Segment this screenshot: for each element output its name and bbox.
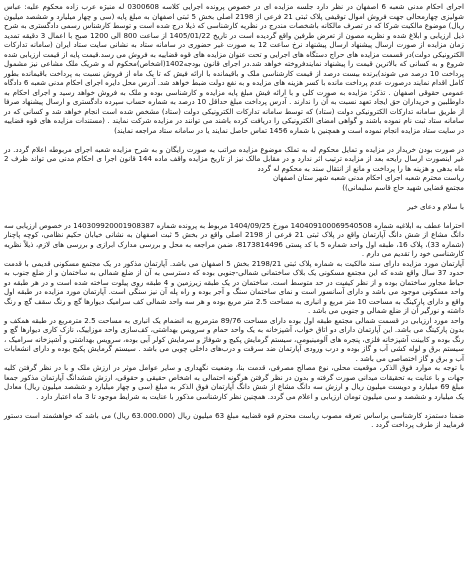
expert-fee-paragraph: ضمنا دستمزد کارشناسی براساس تعرفه مصوب ریاست محترم قوه قضاییه مبلغ 63 میلیون ریال (63.000.000 ریال) می باشد که خواهشمند است دستور فرمایید از طرف پرداخت گردد . [4, 410, 464, 429]
valuation-paragraph: با توجه به موارد فوق الذکر، موقعیت محلی، نوع مصالح مصرفی، قدمت بنا، وضعیت نگهداری و سایر عوامل موثر در ارزش ملک و با در نظر گرفتن کلیه جهات و با عنایت به تحقیقات میدانی صورت گرفته و بدون در نظر گرفتن هرگونه احتمالی به اشخاص حقیقی و حقوقی، ارزش ششدانگ آپارتمان مذکور جمعا مبلغ 69 میلیارد و دویست میلیون ریال و ارزش سه دانگ مشاع از شش دانگ آپارتمان فوق الذکر به مبلغ (سی و چهار میلیارد و ششصد میلیون ریال) معادل یک میلیارد و ششصد و سی میلیون تومان ارزیابی و اعلام می گردد. همچنین نظر کارشناسی مذکور با عنایت به شرایط موجود تا 3 ماه اعتبار دارد . [4, 363, 464, 401]
court-complex-line: مجتمع قضایی شهید حاج قاسم سلیمانی)) [342, 182, 464, 192]
spacer [4, 192, 464, 202]
auction-announcement-paragraph: اجرای احکام مدنی شعبه 6 اصفهان در نظر دارد جلسه مزایده ای در خصوص پرونده اجرایی کلاسه 0300608 له منیژه عرب زاده محکوم علیه: عباس شولیزی چهارمحالی جهت فروش اموال توقیفی پلاک ثبتی 21 فرعی از 2198 اصلی بخش 5 ثبتی اصفهان به مبلغ پایه (سی و چهار میلیارد و ششصد میلیون ریال) موضوع مالکیت شرکا که در تصرف مالکانه باشخصات مندرج در نظریه کارشناسی که ذیلا درج شده است و توسط کارشناس رسمی دادگستری به شرح ذیل ارزیابی و ابلاغ شده و نظریه مصون از تعرض طرفین واقع گردیده است در تاریخ 1405/01/22 از ساعت 800 الی 1200 صبح با اعمال 3 دقیقه تمدید زمان مزایده از صورت ارسال پیشنهاد ارسال پیشنهاد نرخ ساعت 12 به صورت غیر حضوری در سامانه ستاد به نشانی سایت ستاد ایران (سامانه تدارکات الکترونیکی دولت)در قسمت مزایده های حراج دستگاه های اجرایی و تحت عنوان مزایده های قوه قضاییه به فروش می رسد.قیمت پایه از قیمت ارزیابی شده شروع و به کسانی که بالاترین قیمت را پیشنهاد نمایندفروخته خواهد شد.در اجرای قانون بودجه1402(اشخاص)محکوم له و شریک ملک مشاعی نیز مشمول پرداخت 10 درصد می شوند)برنده بیست درصد از قیمت کارشناسی ملک و باقیمانده با ارائه فیش که تا یک ماه از فروش نسبت به پرداخت باقیمانده بطور کامل اقدام نمایند درصورت عدم پرداخت مانده با کسر هزینه های مزایده و به نفع دولت ضبط خواهد شد. آدرس محل دایره اجرای احکام مدنی شعبه 6 دادگاه عمومی حقوقی اصفهان . تذکر: مزایده به صورت کلی و با ارائه فیش مبلغ پایه مزایده و کارشناسی بوده و ملک به فروش خواهد رسید و اجرای احکام به داوطلبین و خریداران حق ایجاد تعهد نسبت به آن را ندارند . آدرس پرداخت مبلغ حداقل 10 درصد به شماره حساب سپرده دادگستری و ارسال پیشنهاد صرفا از طریق سامانه تدارکات الکترونیکی دولت (ستاد) که توسط سامانه تدارکات الکترونیکی دولت (ستاد) مشخص شده است انجام خواهد شد و کسانی که در سامانه ستاد ثبت نام نموده باشند و گواهی امضای الکترونیکی را دریافت کرده باشند می توانند در مزایده شرکت نمایند . (مستندات مزایده های قوه قضاییه در سایت ستاد مزایده انجام نموده است و همچنین با شماره 1456 تماس حاصل نمایند یا در سامانه ستاد مراجعه نمایند) [4, 2, 465, 135]
addressee-line: ریاست محترم شعبه اجرای احکام مدنی شعبه شهر ستان اصفهان [272, 173, 464, 182]
expert-report-intro: احتراما عطف به ابلاغیه شماره 140409100069540508 مورخ 1404/09/25 مربوط به پرونده شماره 140309920001908387 در خصوص ارزیابی سه دانگ مشاع از شش دانگ آپارتمان واقع در پلاک ثبتی 21 فرعی از 2198 اصلی واقع در بخش 5 ثبت اصفهان به نشانی خیابان حکیم نظامی، کوچه پاچنار (شماره 33)، پلاک 16، طبقه اول واحد شماره 5 با کد پستی 8173814496، ضمن مراجعه به محل و بررسی مدارک ابرازی و بررسی های لازم، ذیلاً نظریه کارشناسی خود را تقدیم می دارم . [4, 220, 465, 258]
greeting-line: با سلام و دعای خیر [407, 201, 464, 211]
spacer [4, 135, 464, 145]
unit-description: واحد مورد ارزیابی در قسمت شمالی مجتمع طبقه اول بوده دارای مساحت 89/76 مترمربع به انضمام یک انباری به مساحت 2.5 مترمربع در طبقه همکف و بدون پارکینگ می باشد. این آپارتمان دارای دو اتاق خواب، آشپزخانه به یک واحد حمام و سرویس بهداشتی، کف‌سازی واحد موزاییک، نازک کاری دیوارها گچ و رنگ بوده و کابینت آشپزخانه فلزی، پنجره های آلومینیومی، سیستم گرمایش پکیج و شوفاژ و سرمایش کولر آبی بوده، سرویس بهداشتی و آشپزخانه سرامیک ، سیستم برق و لوله کشی آب و گاز بوده و درب ورودی آپارتمان ضد سرقت و درب‌های داخلی چوبی می باشد . سیستم گرمایش پکیج بوده و دارای انشعابات آب و برق و گاز اختصاصی می باشد . [4, 315, 464, 363]
building-description: آپارتمان مورد مزایده دارای سند مالکیت به شماره پلاک ثبتی 2198/21 بخش 5 اصفهان می باشد. آپارتمان مذکور در یک مجتمع مسکونی قدیمی با قدمت حدود 37 سال واقع شده که این مجتمع مسکونی یک بلاک ساختمانی شمالی-جنوبی بوده که دسترسی به آن از ضلع شمالی به ساختمان و از ضلع جنوب به حیاط مجاور ساختمان بوده و از نظر کیفیت در حد متوسط است. ساختمان در یک طبقه زیرزمین و 4 طبقه روی پیلوت ساخته شده است و در هر طبقه دو واحد مسکونی موجود می باشد و دارای آسانسور است و نمای ساختمان سنگ و آجر بوده و راه پله آن نیز سنگی است. آپارتمان مورد مزایده در طبقه اول واقع و دارای پارکینگ به مساحت 10 متر مربع و انباری به مساحت 2.5 متر مربع بوده و هر سه واحد شمالی کف سرامیک دیوارها گچ و رنگ سقف گچ و رنگ داشته و نورگیر آن از ضلع شمالی و جنوبی می باشد . [4, 258, 465, 315]
buyer-condition-paragraph: در صورت بودن خریدار در مزایده و تمایل محکوم له به تملک موضوع مزایده مراتب به صورت رایگان و به شرح مزایده شعبه اجرای مربوطه اعلام گردد. در غیر اینصورت ارسال رایحه بعد از مزایده ترتیب اثر ندارد و در مقابل مالک نیز از تاریخ مزایده واقف ماده 144 قانون اجرا ی احکام مدنی می تواند ظرف 2 ماه بدهی و هزینه ها را پرداخت و مانع از انتقال سند به محکوم له گردد [4, 144, 464, 173]
spacer [4, 211, 464, 221]
spacer [4, 401, 464, 411]
